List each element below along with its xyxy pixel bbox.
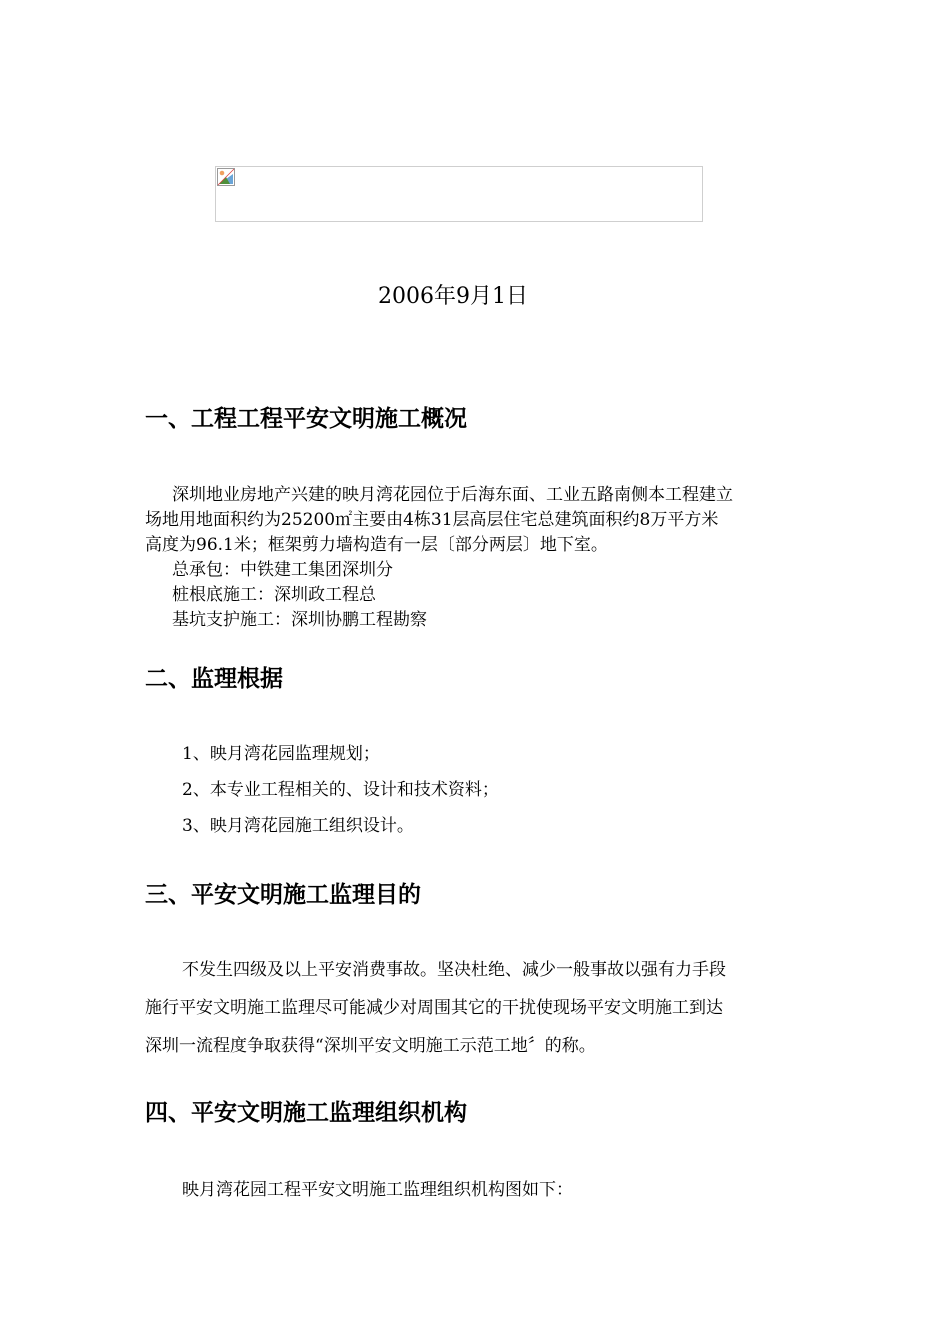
objectives-paragraph-line: 不发生四级及以上平安消费事故。坚决杜绝、减少一般事故以强有力手段 bbox=[182, 960, 726, 980]
basis-list-item: 3、映月湾花园施工组织设计。 bbox=[182, 816, 414, 836]
objectives-paragraph-line: 深圳一流程度争取获得“深圳平安文明施工示范工地〞的称。 bbox=[145, 1036, 596, 1056]
section-heading-objectives: 三、平安文明施工监理目的 bbox=[145, 882, 421, 908]
section-heading-organization: 四、平安文明施工监理组织机构 bbox=[145, 1100, 467, 1126]
image-placeholder bbox=[215, 166, 703, 222]
overview-paragraph-line: 深圳地业房地产兴建的映月湾花园位于后海东面、工业五路南侧本工程建立 bbox=[172, 485, 733, 505]
basis-list-item: 2、本专业工程相关的、设计和技术资料； bbox=[182, 780, 499, 800]
contractor-general: 总承包：中铁建工集团深圳分 bbox=[172, 560, 393, 580]
basis-list-item: 1、映月湾花园监理规划； bbox=[182, 744, 380, 764]
organization-intro-line: 映月湾花园工程平安文明施工监理组织机构图如下： bbox=[182, 1180, 573, 1200]
objectives-paragraph-line: 施行平安文明施工监理尽可能减少对周围其它的干扰使现场平安文明施工到达 bbox=[145, 998, 723, 1018]
overview-paragraph-line: 高度为96.1米；框架剪力墙构造有一层〔部分两层〕地下室。 bbox=[145, 535, 608, 555]
contractor-foundation: 桩根底施工：深圳政工程总 bbox=[172, 585, 376, 605]
broken-image-icon bbox=[217, 168, 235, 186]
contractor-pit-support: 基坑支护施工：深圳协鹏工程勘察 bbox=[172, 610, 427, 630]
date-line: 2006年9月1日 bbox=[378, 284, 528, 309]
overview-paragraph-line: 场地用地面积约为25200㎡主要由4栋31层高层住宅总建筑面积约8万平方米 bbox=[145, 510, 719, 530]
section-heading-overview: 一、工程工程平安文明施工概况 bbox=[145, 406, 467, 432]
section-heading-basis: 二、监理根据 bbox=[145, 666, 283, 692]
